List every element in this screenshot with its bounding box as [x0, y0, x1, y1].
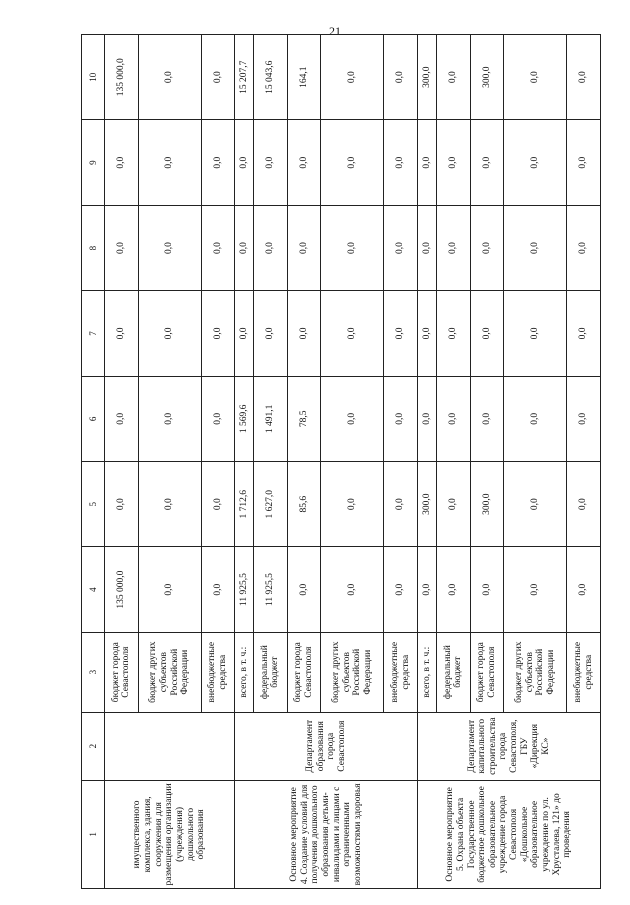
- amount-cell: 135 000,0: [105, 547, 139, 632]
- column-header-6: 6: [82, 376, 105, 461]
- table-body: [82, 35, 601, 889]
- amount-cell: 0,0: [384, 291, 418, 376]
- amount-cell: 15 207,7: [235, 35, 254, 120]
- column-header-5: 5: [82, 462, 105, 547]
- amount-cell: 0,0: [321, 205, 384, 290]
- amount-cell: 0,0: [418, 376, 437, 461]
- amount-cell: 0,0: [418, 291, 437, 376]
- amount-cell: 1 569,6: [235, 376, 254, 461]
- amount-cell: 0,0: [567, 462, 601, 547]
- amount-cell: 300,0: [418, 35, 437, 120]
- amount-cell: 0,0: [138, 205, 201, 290]
- amount-cell: 0,0: [567, 120, 601, 205]
- amount-cell: 0,0: [436, 205, 470, 290]
- amount-cell: 0,0: [321, 547, 384, 632]
- column-header-1: 1: [82, 780, 105, 888]
- table-row: [235, 35, 254, 889]
- funding-source-cell: бюджет других субъектов Российской Федерации: [504, 632, 567, 712]
- amount-cell: 0,0: [436, 120, 470, 205]
- amount-cell: 0,0: [201, 120, 235, 205]
- table-row: [105, 35, 139, 889]
- amount-cell: 0,0: [504, 376, 567, 461]
- amount-cell: 11 925,5: [235, 547, 254, 632]
- amount-cell: 0,0: [418, 205, 437, 290]
- amount-cell: 0,0: [235, 205, 254, 290]
- amount-cell: 300,0: [470, 462, 504, 547]
- amount-cell: 164,1: [287, 35, 321, 120]
- amount-cell: 0,0: [470, 120, 504, 205]
- amount-cell: 1 627,0: [254, 462, 288, 547]
- amount-cell: 0,0: [138, 291, 201, 376]
- amount-cell: 0,0: [504, 291, 567, 376]
- amount-cell: 0,0: [235, 120, 254, 205]
- amount-cell: 0,0: [287, 547, 321, 632]
- amount-cell: 0,0: [436, 547, 470, 632]
- amount-cell: 0,0: [105, 376, 139, 461]
- column-header-3: 3: [82, 632, 105, 712]
- amount-cell: 0,0: [201, 291, 235, 376]
- amount-cell: 0,0: [254, 291, 288, 376]
- amount-cell: 0,0: [105, 120, 139, 205]
- amount-cell: 0,0: [138, 547, 201, 632]
- amount-cell: 0,0: [567, 376, 601, 461]
- amount-cell: 0,0: [254, 205, 288, 290]
- funding-source-cell: внебюджетные средства: [384, 632, 418, 712]
- amount-cell: 0,0: [384, 547, 418, 632]
- amount-cell: 11 925,5: [254, 547, 288, 632]
- amount-cell: 0,0: [384, 376, 418, 461]
- financing-table: [81, 34, 601, 889]
- amount-cell: 0,0: [105, 205, 139, 290]
- funding-source-cell: всего, в т. ч.:: [235, 632, 254, 712]
- amount-cell: 0,0: [321, 120, 384, 205]
- column-header-7: 7: [82, 291, 105, 376]
- amount-cell: 0,0: [504, 462, 567, 547]
- amount-cell: 0,0: [201, 547, 235, 632]
- amount-cell: 15 043,6: [254, 35, 288, 120]
- funding-source-cell: внебюджетные средства: [567, 632, 601, 712]
- header-row: [82, 35, 105, 889]
- page-number: 21: [329, 24, 341, 38]
- amount-cell: 0,0: [418, 547, 437, 632]
- amount-cell: 0,0: [321, 35, 384, 120]
- amount-cell: 0,0: [567, 205, 601, 290]
- table-row: [418, 35, 437, 889]
- amount-cell: 0,0: [321, 376, 384, 461]
- column-header-2: 2: [82, 712, 105, 780]
- amount-cell: 0,0: [287, 291, 321, 376]
- amount-cell: 0,0: [504, 35, 567, 120]
- amount-cell: 0,0: [418, 120, 437, 205]
- amount-cell: 0,0: [436, 462, 470, 547]
- amount-cell: 0,0: [105, 291, 139, 376]
- amount-cell: 0,0: [470, 291, 504, 376]
- amount-cell: 0,0: [138, 120, 201, 205]
- amount-cell: 0,0: [201, 376, 235, 461]
- amount-cell: 300,0: [470, 35, 504, 120]
- funding-source-cell: бюджет города Севастополя: [470, 632, 504, 712]
- amount-cell: 0,0: [504, 547, 567, 632]
- funding-source-cell: федеральный бюджет: [254, 632, 288, 712]
- amount-cell: 0,0: [384, 462, 418, 547]
- amount-cell: 1 712,6: [235, 462, 254, 547]
- executor-cell: Департамент капитального строительства города Севастополя, ГБУ «Дирекция КС»: [418, 712, 601, 780]
- amount-cell: 0,0: [567, 35, 601, 120]
- amount-cell: 0,0: [470, 205, 504, 290]
- rotated-table-container: [81, 34, 601, 889]
- funding-source-cell: всего, в т. ч.:: [418, 632, 437, 712]
- executor-cell: Департамент образования города Севастополя: [235, 712, 418, 780]
- amount-cell: 0,0: [138, 376, 201, 461]
- amount-cell: 0,0: [384, 205, 418, 290]
- activity-cell: имущественного комплекса, здания, сооружения для размещения организации (учреждения) дошкольного образования: [105, 780, 235, 888]
- amount-cell: 85,6: [287, 462, 321, 547]
- amount-cell: 0,0: [384, 120, 418, 205]
- amount-cell: 0,0: [201, 205, 235, 290]
- amount-cell: 0,0: [436, 35, 470, 120]
- amount-cell: 0,0: [504, 120, 567, 205]
- amount-cell: 0,0: [254, 120, 288, 205]
- column-header-10: 10: [82, 35, 105, 120]
- executor-cell: [105, 712, 235, 780]
- column-header-4: 4: [82, 547, 105, 632]
- amount-cell: 0,0: [287, 205, 321, 290]
- amount-cell: 0,0: [287, 120, 321, 205]
- activity-cell: Основное мероприятие 4. Создание условий для получения дошкольного образования детьми-инвалидами и лицами с ограниченными возможностями здоровья: [235, 780, 418, 888]
- amount-cell: 0,0: [436, 291, 470, 376]
- amount-cell: 0,0: [470, 547, 504, 632]
- funding-source-cell: бюджет города Севастополя: [287, 632, 321, 712]
- amount-cell: 0,0: [436, 376, 470, 461]
- amount-cell: 0,0: [235, 291, 254, 376]
- column-header-8: 8: [82, 205, 105, 290]
- activity-cell: Основное мероприятие 5. Охрана объекта Государственное бюджетное дошкольное образовательное учреждение города Севастополя «Дошкольное образовательное учреждение по ул. Хрусталева, 121» до проведения: [418, 780, 601, 888]
- funding-source-cell: бюджет других субъектов Российской Федерации: [321, 632, 384, 712]
- amount-cell: 78,5: [287, 376, 321, 461]
- funding-source-cell: бюджет других субъектов Российской Федерации: [138, 632, 201, 712]
- amount-cell: 0,0: [321, 462, 384, 547]
- amount-cell: 0,0: [138, 462, 201, 547]
- amount-cell: 300,0: [418, 462, 437, 547]
- funding-source-cell: бюджет города Севастополя: [105, 632, 139, 712]
- amount-cell: 0,0: [105, 462, 139, 547]
- amount-cell: 0,0: [470, 376, 504, 461]
- amount-cell: 0,0: [384, 35, 418, 120]
- amount-cell: 0,0: [201, 35, 235, 120]
- amount-cell: 135 000,0: [105, 35, 139, 120]
- amount-cell: 1 491,1: [254, 376, 288, 461]
- amount-cell: 0,0: [567, 547, 601, 632]
- funding-source-cell: внебюджетные средства: [201, 632, 235, 712]
- amount-cell: 0,0: [504, 205, 567, 290]
- amount-cell: 0,0: [567, 291, 601, 376]
- amount-cell: 0,0: [138, 35, 201, 120]
- column-header-9: 9: [82, 120, 105, 205]
- funding-source-cell: федеральный бюджет: [436, 632, 470, 712]
- amount-cell: 0,0: [321, 291, 384, 376]
- amount-cell: 0,0: [201, 462, 235, 547]
